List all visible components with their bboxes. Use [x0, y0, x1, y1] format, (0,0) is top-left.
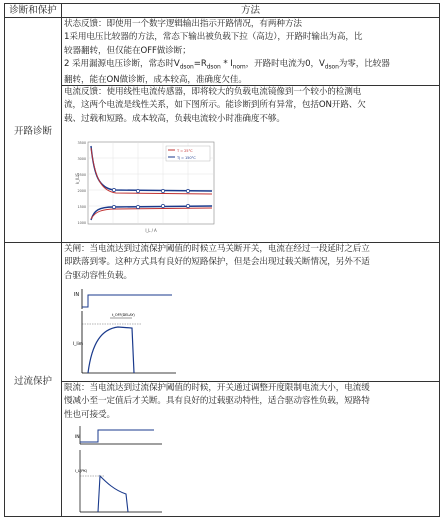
sense-ratio-chart: [74, 136, 219, 236]
shutdown-block: [62, 243, 439, 382]
legend-t25: T = 25°C: [177, 149, 193, 153]
open-circuit-label: 开路诊断: [5, 18, 62, 243]
svg-text:1000: 1000: [77, 221, 86, 225]
status-line-5: 翻转，能在ON做诊断，成本较高，准确度欠佳。: [64, 75, 247, 86]
header-diagnosis: 诊断和保护: [5, 4, 62, 18]
status-line-1: 状态反馈：即使用一个数字逻辑输出指示开路情况，有两种方法: [64, 19, 302, 29]
limit-block: [62, 382, 439, 516]
svg-text:2000: 2000: [77, 189, 86, 193]
svg-text:3000: 3000: [77, 157, 86, 161]
shutdown-line-3: 合驱动容性负载。: [64, 270, 132, 281]
current-line-2: 流，这两个电流是线性关系，如下图所示。能诊断到所有异常，包括ON开路、欠: [64, 100, 366, 111]
current-feedback-block: [62, 86, 439, 242]
status-line-3: 较器翻转，但仅能在OFF做诊断；: [64, 45, 191, 56]
svg-text:1500: 1500: [77, 205, 86, 209]
shutdown-waveform: [72, 287, 182, 377]
limit-peak-label: I_L(PK): [75, 468, 88, 473]
svg-text:2500: 2500: [77, 173, 86, 177]
header-method: 方法: [62, 4, 440, 18]
status-line-4: 2 采用漏源电压诊断，常态时$V_{dson}=R_{dson} * I_{nom}$，开路时电流为0，$V_{dson}$为零，比较器: [64, 59, 390, 71]
legend-t150: Tj = 150°C: [177, 156, 196, 160]
limit-line-2: 慢减小至一定值后才关断。具有良好的过载驱动特性，适合驱动容性负载，短路特: [64, 396, 370, 407]
limit-line-1: 限流：当电流达到过流保护阈值的时候，开关通过调整开度限制电流大小，电流缓: [64, 383, 370, 393]
svg-text:k_ILIS: k_ILIS: [75, 173, 80, 184]
overcurrent-methods: [62, 243, 440, 517]
overcurrent-label: 过流保护: [5, 243, 62, 517]
shutdown-ilim-label: I_lim: [73, 342, 83, 347]
status-line-2: 1采用电压比较器的方法，常态下输出被负载下拉（高边），开路时输出为高，比: [64, 32, 363, 43]
status-feedback-block: [62, 18, 439, 86]
diagnosis-table: [4, 3, 440, 517]
shutdown-in-label: IN: [74, 292, 80, 298]
current-line-1: 电流反馈：使用线性电流传感器，即将较大的负载电流镜像到一个较小的检测电: [64, 87, 362, 97]
current-line-3: 载、过载和短路。成本较高，负载电流较小时准确度不够。: [64, 113, 285, 124]
svg-text:3500: 3500: [77, 141, 86, 145]
shutdown-delay-label: t_OFF(DELAY): [112, 313, 135, 317]
svg-text:I_L / A: I_L / A: [145, 228, 157, 233]
limit-line-3: 性也可接受。: [64, 409, 115, 420]
limit-in-label: IN: [75, 435, 80, 440]
shutdown-line-2: 即跌落到零。这种方式具有良好的短路保护，但是会出现过载关断情况，另外不适: [64, 257, 370, 268]
limit-waveform: [74, 424, 166, 516]
open-circuit-methods: [62, 18, 440, 243]
shutdown-line-1: 关闸：当电流达到过流保护阈值的时候立马关断开关，电流在经过一段延时之后立: [64, 244, 370, 254]
